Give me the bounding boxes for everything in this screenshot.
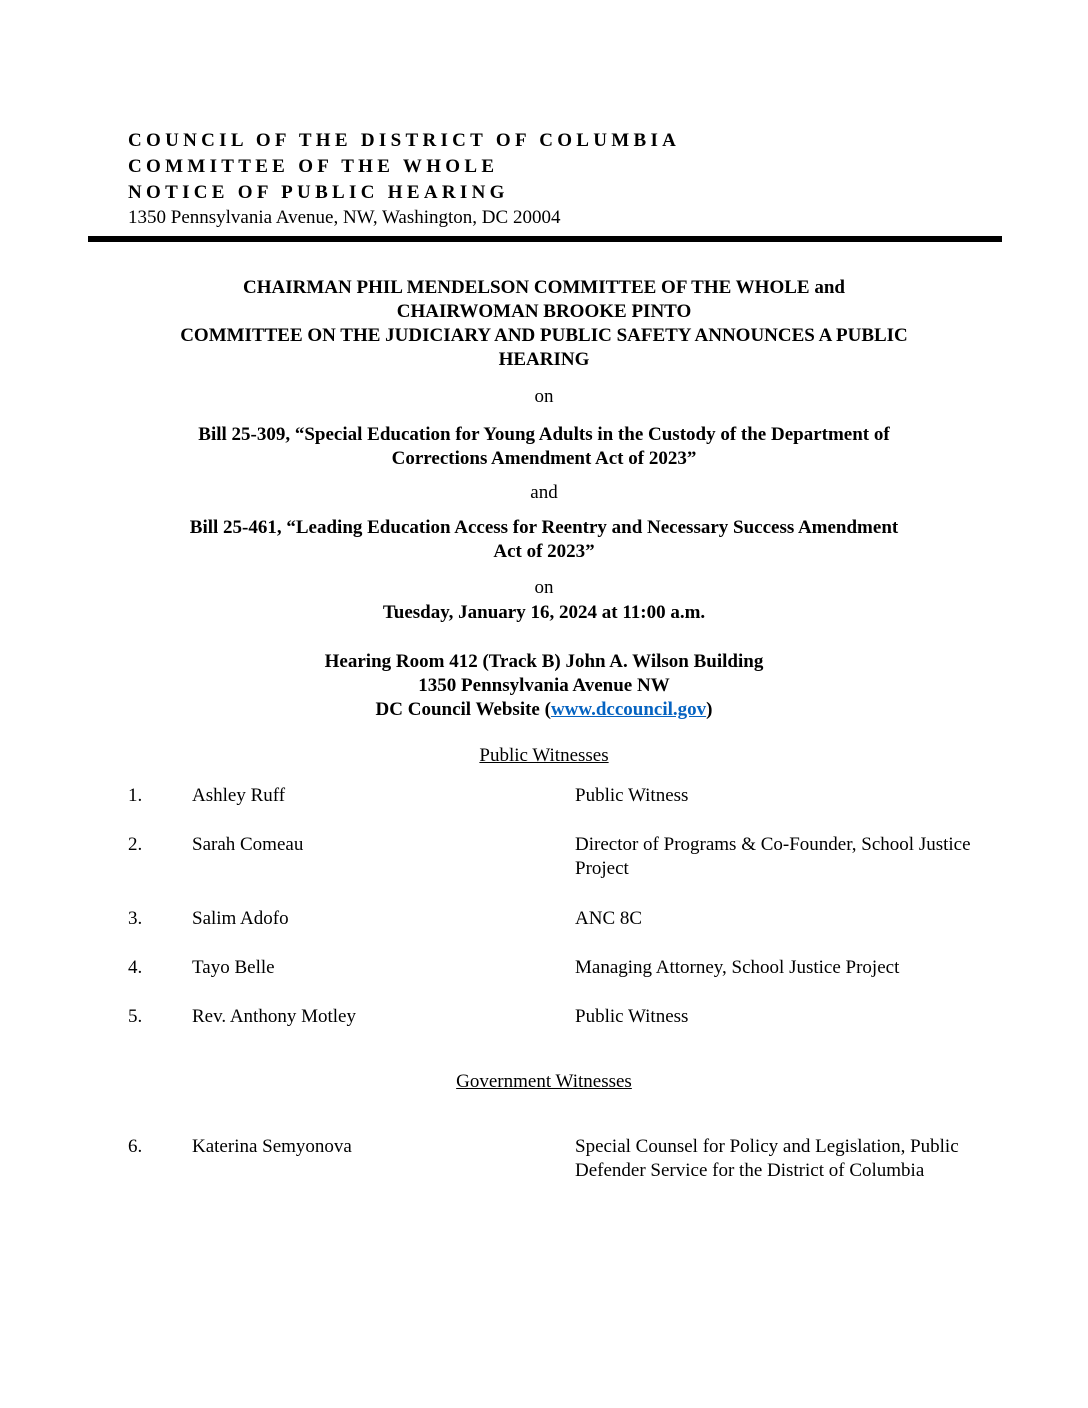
witness-number: 4. bbox=[128, 957, 143, 978]
announcement-line-3: COMMITTEE ON THE JUDICIARY AND PUBLIC SAFETY ANNOUNCES A PUBLIC bbox=[180, 325, 908, 346]
on-label-2: on bbox=[534, 577, 554, 598]
bill-2-line-1: Bill 25-461, “Leading Education Access for Reentry and Necessary Success Amendment bbox=[189, 517, 899, 538]
council-name: COUNCIL OF THE DISTRICT OF COLUMBIA bbox=[128, 130, 681, 151]
announcement-line-1: CHAIRMAN PHIL MENDELSON COMMITTEE OF THE WHOLE and bbox=[243, 277, 845, 298]
on-label: on bbox=[534, 386, 554, 407]
witness-number: 1. bbox=[128, 785, 143, 806]
and-label: and bbox=[530, 482, 558, 503]
public-witnesses-heading bbox=[96, 744, 992, 768]
witness-number: 5. bbox=[128, 1006, 143, 1027]
announcement-line-4: HEARING bbox=[498, 349, 590, 370]
location-line-1: Hearing Room 412 (Track B) John A. Wilson Building bbox=[324, 651, 764, 672]
notice-title: NOTICE OF PUBLIC HEARING bbox=[128, 182, 509, 203]
announcement-heading bbox=[96, 276, 992, 372]
website-line bbox=[96, 698, 992, 722]
header-divider bbox=[88, 236, 1002, 242]
witness-name: Katerina Semyonova bbox=[192, 1136, 352, 1157]
location-line-2: 1350 Pennsylvania Avenue NW bbox=[418, 675, 670, 696]
bill-2 bbox=[96, 516, 992, 564]
witness-title: Public Witness bbox=[575, 785, 689, 806]
witness-title: Special Counsel for Policy and Legislation, Public Defender Service for the District of Columbia bbox=[575, 1136, 959, 1181]
website-prefix: DC Council Website ( bbox=[375, 699, 551, 720]
announcement-line-2: CHAIRWOMAN BROOKE PINTO bbox=[396, 301, 692, 322]
bill-1-line-2: Corrections Amendment Act of 2023” bbox=[391, 448, 697, 469]
hearing-location bbox=[96, 650, 992, 722]
council-address: 1350 Pennsylvania Avenue, NW, Washington, DC 20004 bbox=[128, 207, 561, 228]
committee-name: COMMITTEE OF THE WHOLE bbox=[128, 156, 499, 177]
witness-title: Managing Attorney, School Justice Project bbox=[575, 957, 900, 978]
government-witnesses-heading bbox=[96, 1070, 992, 1094]
witness-title: Director of Programs & Co-Founder, School Justice Project bbox=[575, 834, 971, 879]
witness-number: 3. bbox=[128, 908, 143, 929]
witness-name: Sarah Comeau bbox=[192, 834, 304, 855]
letterhead bbox=[128, 128, 680, 230]
witness-number: 6. bbox=[128, 1136, 143, 1157]
hearing-date: Tuesday, January 16, 2024 at 11:00 a.m. bbox=[382, 602, 706, 623]
witness-name: Tayo Belle bbox=[192, 957, 275, 978]
witness-name: Ashley Ruff bbox=[192, 785, 286, 806]
witness-title: ANC 8C bbox=[575, 908, 643, 929]
bill-1 bbox=[96, 423, 992, 471]
bill-2-line-2: Act of 2023” bbox=[493, 541, 595, 562]
bill-1-line-1: Bill 25-309, “Special Education for Young Adults in the Custody of the Department of bbox=[198, 424, 890, 445]
website-suffix: ) bbox=[706, 699, 713, 720]
public-witnesses-title: Public Witnesses bbox=[479, 745, 609, 766]
witness-name: Rev. Anthony Motley bbox=[192, 1006, 356, 1027]
witness-number: 2. bbox=[128, 834, 143, 855]
witness-title: Public Witness bbox=[575, 1006, 689, 1027]
government-witnesses-title: Government Witnesses bbox=[456, 1071, 632, 1092]
witness-name: Salim Adofo bbox=[192, 908, 289, 929]
website-link[interactable]: www.dccouncil.gov bbox=[550, 699, 707, 720]
